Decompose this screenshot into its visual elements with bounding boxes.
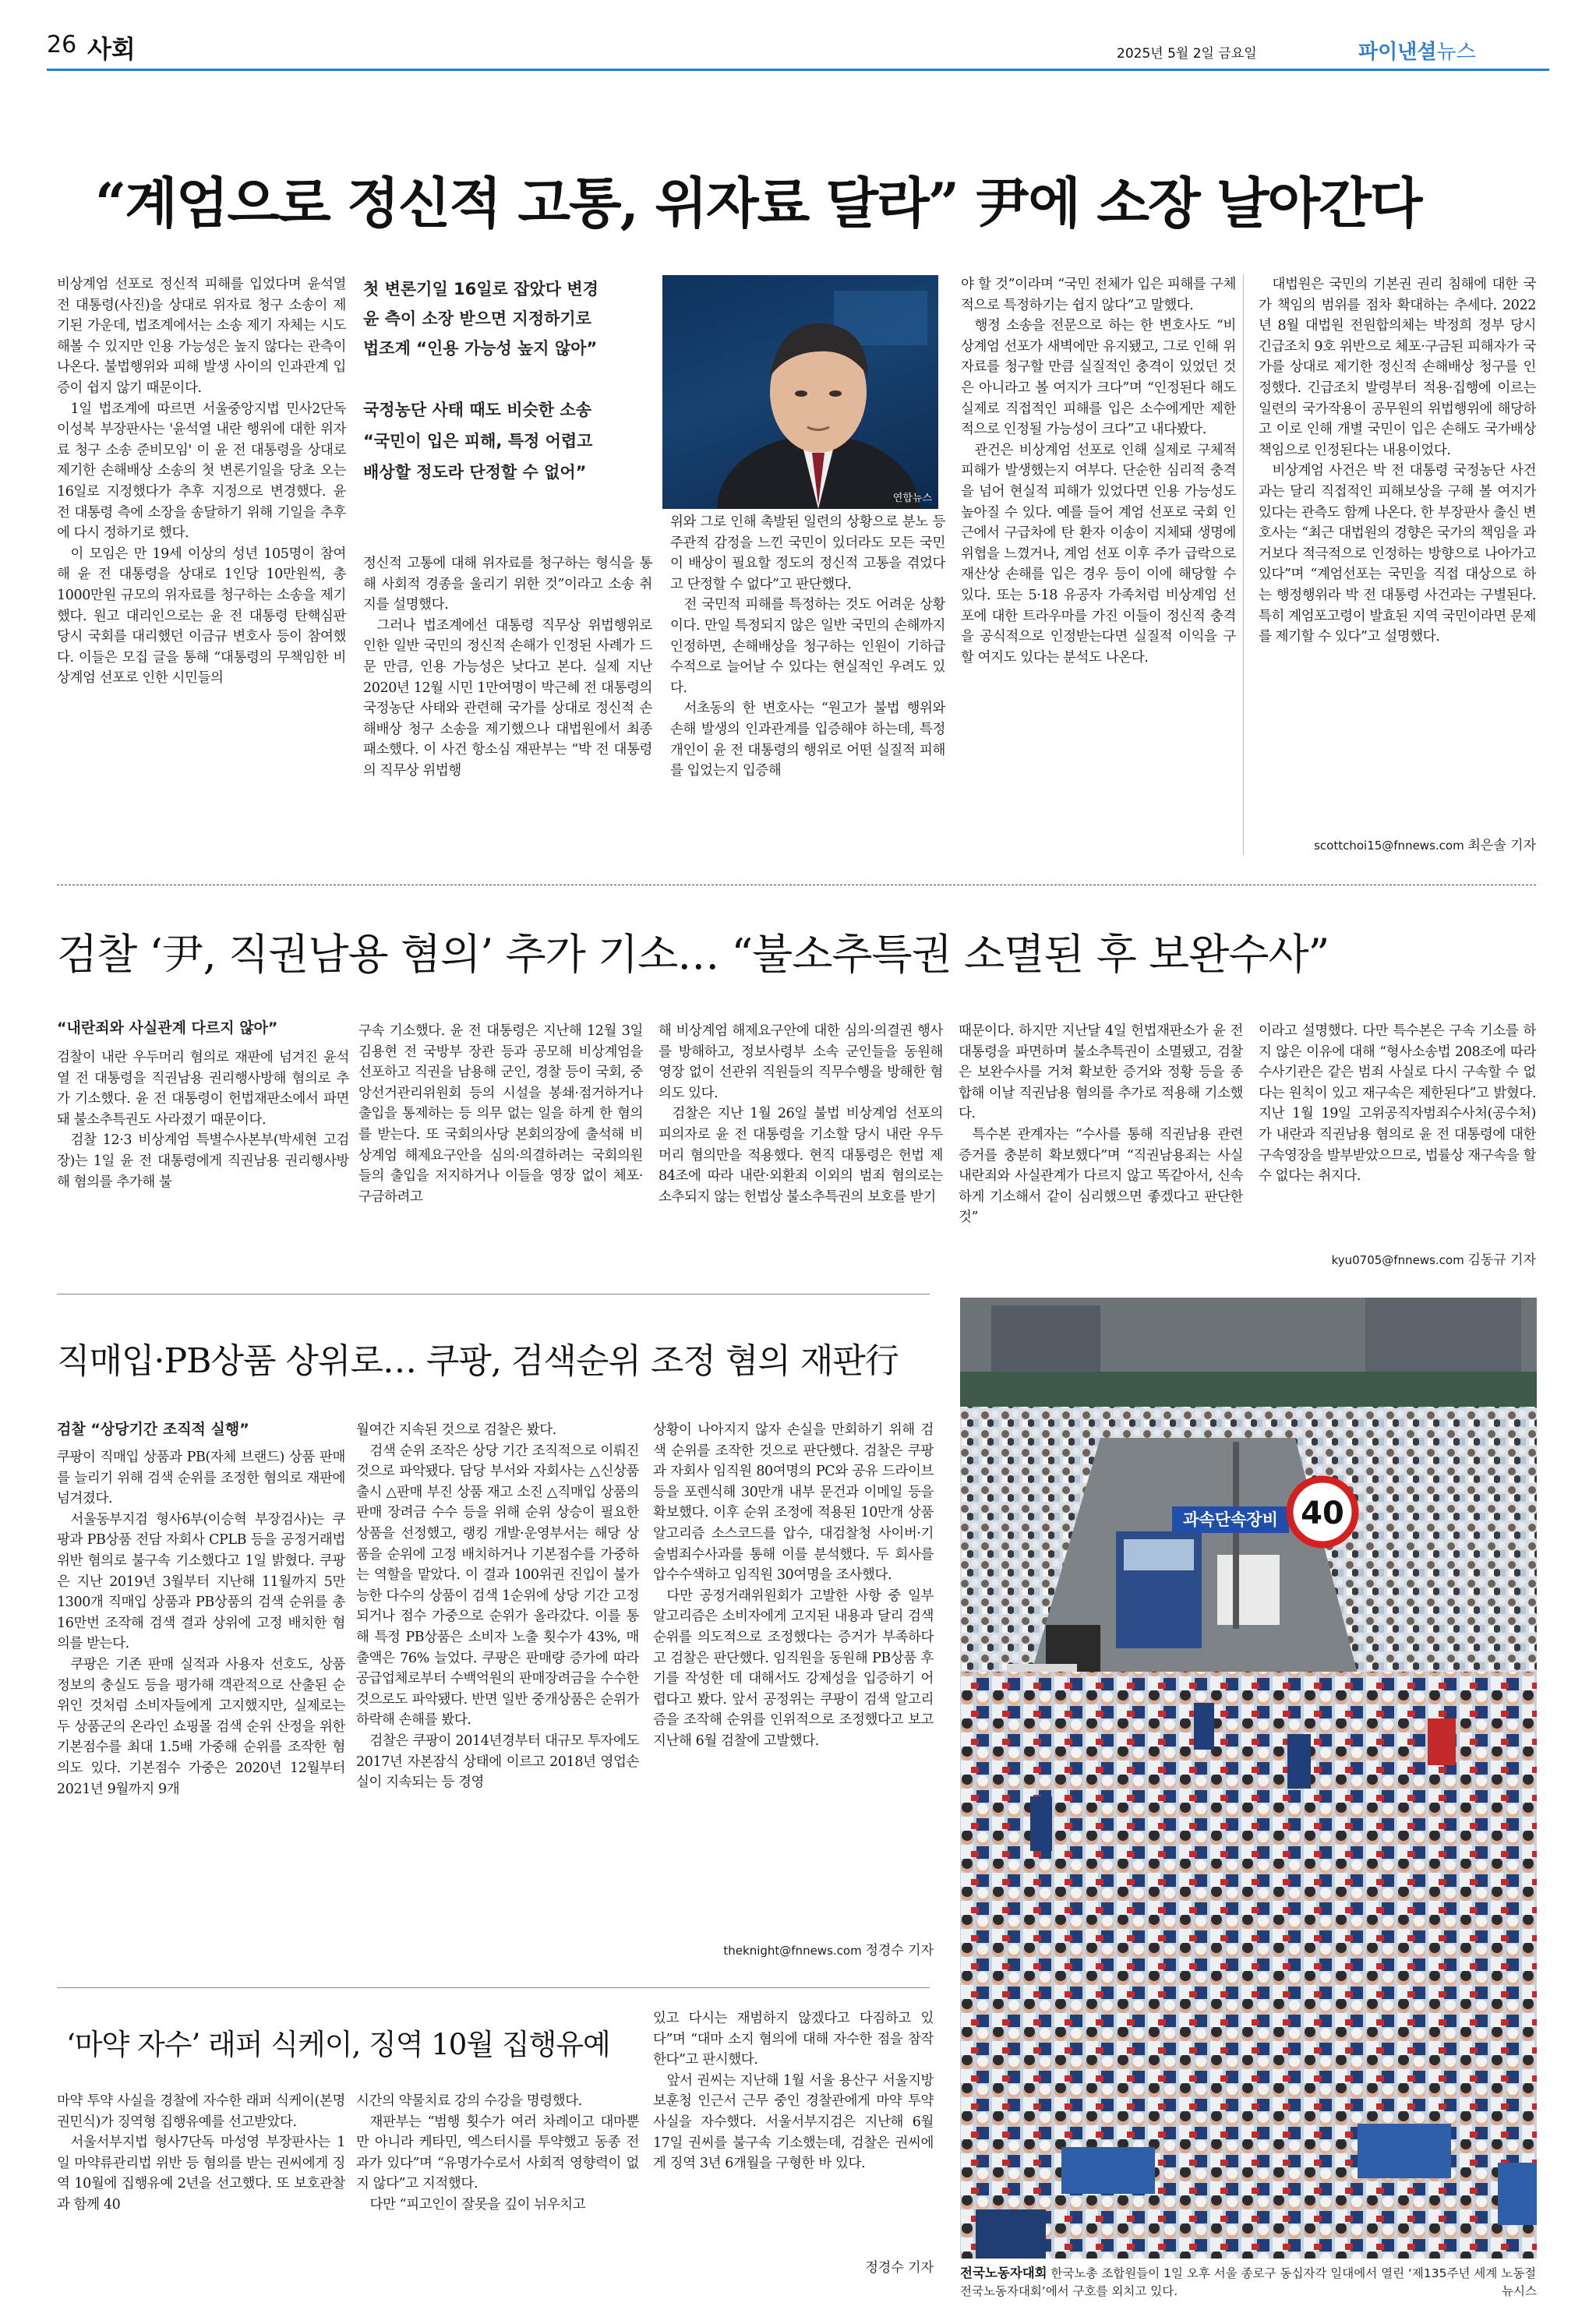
subhead-line: 윤 측이 소장 받으면 지정하기로 <box>363 309 591 328</box>
article1-col3 <box>670 512 945 855</box>
article4-headline: ‘마약 자수’ 래퍼 식케이, 징역 10월 집행유예 <box>66 2028 610 2061</box>
article4-para: 마약 투약 사실을 경찰에 자수한 래퍼 식케이(본명 권민식)가 징역형 집행유예를 선고받았다. <box>57 2093 345 2130</box>
article2-col1-wrap <box>57 1017 349 1266</box>
brand-name: 파이낸셜 <box>1358 41 1437 64</box>
portrait-figure <box>662 275 938 509</box>
article2-para: 해 비상계엄 해제요구안에 대한 심의·의결권 행사를 방해하고, 정보사령부 소속 군인들을 동원해 영장 없이 선관위 직원들의 직무수행을 방해한 혐의도 있다. <box>659 1023 943 1101</box>
column-divider <box>1243 274 1244 855</box>
article2-col1 <box>57 1047 349 1266</box>
article3-col1 <box>57 1447 345 1974</box>
article1-col2 <box>363 553 652 855</box>
header-rule <box>47 69 1549 71</box>
article1-headline: “계엄으로 정신적 고통, 위자료 달라” 尹에 소장 날아간다 <box>95 171 1421 235</box>
subhead-line: 첫 변론기일 16일로 잡았다 변경 <box>363 280 598 298</box>
article2-headline: 검찰 ‘尹, 직권남용 혐의’ 추가 기소… “불소추특권 소멸된 후 보완수사” <box>57 930 1329 979</box>
byline-name: 정경수 기자 <box>865 2260 934 2276</box>
article1-para: 서초동의 한 변호사는 “원고가 불법 행위와 손해 발생의 인과관계를 입증해야 하는데, 특정 개인이 윤 전 대통령의 행위로 어떤 실질적 피해를 입었는지 입증해 <box>670 701 945 779</box>
article2-col2 <box>358 1021 643 1269</box>
article1-para: 위와 그로 인해 촉발된 일련의 상황으로 분노 등 주관적 감정을 느낀 국민이 있더라도 모든 국민이 배상이 필요할 정도의 정신적 고통을 겪었다고 단정할 수 없다”고 판단했다. <box>670 514 945 592</box>
article2-para: 특수본 관계자는 “수사를 통해 직권남용 관련 증거를 충분히 확보했다”며 “직권남용죄는 사실 내란죄와 사실관계가 다르지 않고 똑같아서, 신속하게 기소해서 같이 심리했으면 좋겠다고 판단한 것” <box>959 1126 1243 1226</box>
article4-para: 재판부는 “범행 횟수가 여러 차례이고 대마뿐만 아니라 케타민, 엑스터시를 투약했고 동종 전과가 있다”며 “유명가수로서 사회적 영향력이 없지 않다”고 지적했다. <box>356 2114 639 2192</box>
photo-caption <box>960 2264 1537 2301</box>
article3-byline <box>653 1939 934 1958</box>
article3-col2 <box>356 1420 639 1981</box>
article1-col5 <box>1259 274 1536 834</box>
photo-caption-title: 전국노동자대회 <box>960 2266 1047 2280</box>
article2-col5 <box>1259 1021 1536 1247</box>
article1-para: 비상계엄 사건은 박 전 대통령 국정농단 사건과는 달리 직접적인 피해보상을 구해 볼 여지가 있다는 관측도 함께 나온다. 한 부장판사 출신 변호사는 “최근 대법원의 경향은 국가의 책임을 과거보다 적극적으로 인정하는 방향으로 나아가고 있다”며 “계엄선포는 국민을 직접 대상으로 하는 행정행위라 박 전 대통령 사건과는 구별된다. 특히 계엄포고령이 발효된 지역 국민이라면 문제를 제기할 수 있다”고 설명했다. <box>1259 463 1536 645</box>
rally-photo <box>960 1298 1537 2259</box>
article4-para: 앞서 권씨는 지난해 1월 서울 용산구 서울지방보훈청 인근서 근무 중인 경찰관에게 마약 투약 사실을 자수했다. 서울서부지검은 지난해 6월 17일 권씨를 불구속 기소했는데, 검찰은 권씨에게 징역 3년 6개월을 구형한 바 있다. <box>653 2072 934 2172</box>
article1-photo <box>662 275 938 509</box>
article3-para: 쿠팡이 직매입 상품과 PB(자체 브랜드) 상품 판매를 늘리기 위해 검색 순위를 조정한 혐의로 재판에 넘겨졌다. <box>57 1450 345 1507</box>
article3-col3 <box>653 1420 934 1939</box>
article1-para: 정신적 고통에 대해 위자료를 청구하는 형식을 통해 사회적 경종을 울리기 위한 것”이라고 소송 취지를 설명했다. <box>363 556 652 613</box>
subhead-line: 국정농단 사태 때도 비슷한 소송 <box>363 401 591 419</box>
byline-name: 김동규 기자 <box>1467 1252 1536 1268</box>
subhead-line: 배상할 정도라 단정할 수 없어” <box>363 463 587 482</box>
article3-para: 다만 공정거래위원회가 고발한 사항 중 일부 알고리즘은 소비자에게 고지된 내용과 달리 검색 순위를 의도적으로 조정했다는 증거가 부족하다고 검찰은 판단했다. 임직원을 동원해 PB상품 후기를 작성한 데 대해서도 강제성을 입증하기 어렵다고 봤다. 앞서 공정위는 쿠팡이 검색 알고리즘을 조작해 순위를 인위적으로 조정했다고 보고 지난해 6월 검찰에 고발했다. <box>653 1588 934 1749</box>
article2-byline <box>1259 1249 1536 1268</box>
article2-para: 때문이다. 하지만 지난달 4일 헌법재판소가 윤 전 대통령을 파면하며 불소추특권이 소멸됐고, 검찰은 보완수사를 거쳐 확보한 증거와 정황 등을 종합해 이날 직권남용 혐의를 추가로 적용해 기소했다. <box>959 1023 1243 1122</box>
photo-caption-text: 한국노총 조합원들이 1일 오후 서울 종로구 동십자각 일대에서 열린 ‘제135주년 세계 노동절 전국노동자대회’에서 구호를 외치고 있다. <box>960 2266 1537 2298</box>
article1-col4 <box>961 274 1236 855</box>
brand-logo <box>1358 36 1476 65</box>
page-number: 26 <box>47 31 77 58</box>
article2-col3 <box>659 1021 943 1269</box>
article4-para: 서울서부지법 형사7단독 마성영 부장판사는 1일 마약류관리법 위반 등 혐의를 받는 권씨에게 징역 10월에 집행유예 2년을 선고했다. 또 보호관찰과 함께 40 <box>57 2135 345 2213</box>
byline-email: theknight@fnnews.com <box>723 1944 862 1958</box>
article4-para: 있고 다시는 재범하지 않겠다고 다짐하고 있다”며 “대마 소지 혐의에 대해 자수한 점을 참작한다”고 판시했다. <box>653 2011 934 2068</box>
article2-para: 검찰은 지난 1월 26일 불법 비상계엄 선포의 피의자로 윤 전 대통령을 기소할 당시 내란 우두머리 혐의만을 적용했다. 현직 대통령은 헌법 제84조에 따라 내란·외환죄 이외의 범죄 혐의로는 소추되지 않는 헌법상 불소추특권의 보호를 받기 <box>659 1106 943 1205</box>
article2-para: 검찰이 내란 우두머리 혐의로 재판에 넘겨진 윤석열 전 대통령을 직권남용 권리행사방해 혐의로 추가 기소했다. 윤 전 대통령이 헌법재판소에서 파면돼 불소추특권도 사라졌기 때문이다. <box>57 1050 349 1128</box>
subhead-line: “국민이 입은 피해, 특정 어렵고 <box>363 432 593 450</box>
article3-para: 서울동부지검 형사6부(이승혁 부장검사)는 쿠팡과 PB상품 전담 자회사 CPLB 등을 공정거래법 위반 혐의로 불구속 기소했다고 1일 밝혔다. 쿠팡은 지난 2019년 3월부터 지난해 11월까지 5만 1300개 직매입 상품과 PB상품의 검색 순위를 총 16만번 조작해 검색 결과 상위에 고정 배치한 혐의를 받는다. <box>57 1511 345 1652</box>
article3-para: 검찰은 쿠팡이 2014년경부터 대규모 투자에도 2017년 자본잠식 상태에 이르고 2018년 영업손실이 지속되는 등 경영 <box>356 1732 639 1791</box>
subhead-line: 법조계 “인용 가능성 높지 않아” <box>363 339 598 358</box>
article3-headline: 직매입·PB상품 상위로… 쿠팡, 검색순위 조정 혐의 재판行 <box>57 1341 899 1381</box>
article1-para: 그러나 법조계에선 대통령 직무상 위법행위로 인한 일반 국민의 정신적 손해가 인정된 사례가 드문 만큼, 인용 가능성은 낮다고 본다. 실제 지난 2020년 12월 시민 1만여명이 박근혜 전 대통령의 국정농단 사태와 관련해 국가를 상대로 정신적 손해배상 청구 소송을 제기했으나 대법원에서 최종 패소했다. 이 사건 항소심 재판부는 “박 전 대통령의 직무상 위법행 <box>363 617 652 779</box>
article1-para: 이 모임은 만 19세 이상의 성년 105명이 참여해 윤 전 대통령을 상대로 1인당 10만원씩, 총 1000만원 규모의 위자료를 청구하는 소송을 제기했다. 원고 대리인으로는 윤 전 대통령 탄핵심판 당시 국회를 대리했던 이금규 변호사 등이 참여했다. 이들은 모집 글을 통해 “대통령의 무책임한 비상계엄 선포로 인한 시민들의 <box>57 546 346 687</box>
article4-byline <box>653 2256 934 2276</box>
byline-name: 정경수 기자 <box>865 1943 934 1958</box>
article4-para: 다만 “피고인이 잘못을 깊이 뉘우치고 <box>369 2196 586 2213</box>
issue-date: 2025년 5월 2일 금요일 <box>1117 46 1257 62</box>
article1-para: 비상계엄 선포로 정신적 피해를 입었다며 윤석열 전 대통령(사진)을 상대로 위자료 청구 소송이 제기된 가운데, 법조계에서는 소송 제기 자체는 시도해볼 수 있지만 인용 가능성은 높지 않다는 관측이 나온다. 불법행위와 피해 발생 사이의 인과관계 입증이 쉽지 않기 때문이다. <box>57 277 346 396</box>
article3-para: 쿠팡은 기존 판매 실적과 사용자 선호도, 상품 정보의 충실도 등을 평가해 객관적으로 산출된 순위인 것처럼 소비자들에게 고지했지만, 실제로는 두 상품군의 온라인 쇼핑몰 검색 순위 산정을 위한 기본점수를 최대 1.5배 가중해 순위를 조작한 혐의도 있다. 기본점수 가중은 2020년 12월부터 2021년 9월까지 9개 <box>57 1656 345 1797</box>
article1-para: 행정 소송을 전문으로 하는 한 변호사도 “비상계엄 선포가 새벽에만 유지됐고, 그로 인해 위자료를 청구할 만큼 실질적인 충격이 있었던 것은 아니라고 볼 여지가 크다”며 “인정된다 해도 실제로 직접적인 피해를 입은 소수에게만 제한적으로 인정될 가능성이 크다”고 내다봤다. <box>961 318 1236 438</box>
article3-para: 월여간 지속된 것으로 검찰은 봤다. <box>356 1422 556 1438</box>
section-title: 사회 <box>87 34 136 64</box>
article1-subheads <box>363 274 644 488</box>
article2-para: 이라고 설명했다. 다만 특수본은 구속 기소를 하지 않은 이유에 대해 “형사소송법 208조에 따라 수사기관은 같은 범죄 사실로 다시 구속할 수 없다는 원칙이 있고 재구속은 제한된다”고 밝혔다. 지난 1월 19일 고위공직자범죄수사처(공수처)가 내란과 직권남용 혐의로 윤 전 대통령에 대한 구속영장을 발부받았으므로, 법률상 재구속을 할 수 없다는 취지다. <box>1259 1023 1536 1185</box>
byline-name: 최은솔 기자 <box>1467 838 1536 853</box>
article2-para: 구속 기소했다. 윤 전 대통령은 지난해 12월 3일 김용현 전 국방부 장관 등과 공모해 비상계엄을 선포하고 직권을 남용해 군인, 경찰 등이 국회, 중앙선거관리위원회 등의 시설을 봉쇄·점거하거나 출입을 통제하는 등 의무 없는 일을 하게 한 혐의를 받는다. 또 국회의사당 본회의장에 출석해 비상계엄 해제요구안을 심의·의결하려는 국회의원들의 출입을 저지하거나 이들을 영장 없이 체포·구금하려고 <box>358 1023 643 1205</box>
article3-col1-wrap <box>57 1418 345 1974</box>
article4-para: 시간의 약물치료 강의 수강을 명령했다. <box>356 2093 582 2109</box>
photo-credit: 연합뉴스 <box>892 493 932 504</box>
rally-scene <box>960 1298 1537 2259</box>
article2-subhead: “내란죄와 사실관계 다르지 않아” <box>57 1019 278 1037</box>
speed-camera-label: 과속단속장비 <box>1183 1510 1278 1529</box>
article3-para: 상황이 나아지지 않자 손실을 만회하기 위해 검색 순위를 조작한 것으로 판단했다. 검찰은 쿠팡과 자회사 임직원 80여명의 PC와 공유 드라이브 등을 포렌식해 30만개 내부 문건과 이메일 등을 확보했다. 이후 순위 조정에 적용된 10만개 상품 알고리즘 소스코드를 압수, 대검찰청 사이버·기술범죄수사과를 통해 이를 분석했다. 두 회사를 압수수색하고 임직원 30여명을 조사했다. <box>653 1422 934 1584</box>
byline-email: kyu0705@fnnews.com <box>1331 1253 1464 1267</box>
speed-limit-value: 40 <box>1301 1496 1344 1531</box>
article1-col1 <box>57 274 346 855</box>
article1-para: 전 국민적 피해를 특정하는 것도 어려운 상황이다. 만일 특정되지 않은 일반 국민의 손해까지 인정하면, 손해배상을 청구하는 인원이 기하급수적으로 늘어날 수 있다는 현실적인 우려도 있다. <box>670 597 945 696</box>
article2-col4 <box>959 1021 1243 1269</box>
article3-para: 검색 순위 조작은 상당 기간 조직적으로 이뤄진 것으로 파악됐다. 담당 부서와 자회사는 △신상품 출시 △판매 부진 상품 재고 소진 △직매입 상품의 판매 장려금 수수 등을 위해 순위 상승이 필요한 상품을 선정했고, 랭킹 개발·운영부서는 해당 상품을 순위에 고정 배치하거나 기본점수를 가중하는 역할을 맡았다. 이 결과 100위권 진입이 불가능한 다수의 상품이 검색 1순위에 상당 기간 고정되거나 점수 가중으로 순위가 올라갔다. 이를 통해 특정 PB상품은 소비자 노출 횟수가 43%, 매출액은 76% 늘었다. 쿠팡은 판매량 증가에 따라 공급업체로부터 수백억원의 판매장려금을 수수한 것으로도 파악됐다. 반면 일반 중개상품은 순위가 하락해 손해를 봤다. <box>356 1443 639 1729</box>
brand-suffix: 뉴스 <box>1436 41 1476 64</box>
article1-para: 야 할 것”이라며 “국민 전체가 입은 피해를 구체적으로 특정하기는 쉽지 않다”고 말했다. <box>961 277 1236 313</box>
article3-subhead: 검찰 “상당기간 조직적 실행” <box>57 1421 249 1438</box>
section-rule <box>57 1987 930 1988</box>
photo-caption-credit: 뉴시스 <box>1502 2284 1537 2298</box>
article4-col1 <box>57 2091 345 2270</box>
byline-email: scottchoi15@fnnews.com <box>1314 839 1464 853</box>
article4-col2 <box>356 2091 639 2270</box>
article2-para: 검찰 12·3 비상계엄 특별수사본부(박세현 고검장)는 1일 윤 전 대통령에게 직권남용 권리행사방해 혐의를 추가해 불 <box>57 1132 349 1190</box>
article1-para: 관건은 비상계엄 선포로 인해 실제로 구체적 피해가 발생했는지 여부다. 단순한 심리적 충격을 넘어 현실적 피해가 있었다면 인용 가능성도 높아질 수 있다. 예를 들어 계엄 선포로 국회 인근에서 구급차에 탄 환자 이송이 지체돼 생명에 위협을 느꼈거나, 계엄 선포 이후 주가 급락으로 재산상 손해를 입은 경우 등이 이에 해당할 수 있다. 또는 5·18 유공자 가족처럼 비상계엄 선포에 대한 트라우마를 가진 이들이 정신적 충격을 공식적으로 인정받는다면 실질적 이익을 구할 여지도 있다는 분석도 나온다. <box>961 442 1236 666</box>
article1-byline <box>1259 834 1536 853</box>
article1-para: 1일 법조계에 따르면 서울중앙지법 민사2단독 이성복 부장판사는 '윤석열 내란 행위에 대한 위자료 청구 소송 준비모임' 이 윤 전 대통령을 상대로 제기한 손해배상 소송의 첫 변론기일을 당초 오는 16일로 지정했다가 추후 지정으로 변경했다. 윤 전 대통령 측에 소장을 송달하기 위해 기일을 추후에 다시 정하기로 했다. <box>57 401 346 542</box>
article4-col3 <box>653 2008 934 2258</box>
article1-para: 대법원은 국민의 기본권 권리 침해에 대한 국가 책임의 범위를 점차 확대하는 추세다. 2022년 8월 대법원 전원합의체는 박정희 정부 당시 긴급조치 9호 위반으로 체포·구금된 피해자가 국가를 상대로 제기한 정신적 손해배상 청구를 인정했다. 긴급조치 발령부터 적용·집행에 이르는 일련의 국가작용이 공무원의 위법행위에 해당하고 이로 인해 개별 국민이 입은 손해도 국가배상책임으로 인정된다는 내용이었다. <box>1259 277 1536 458</box>
